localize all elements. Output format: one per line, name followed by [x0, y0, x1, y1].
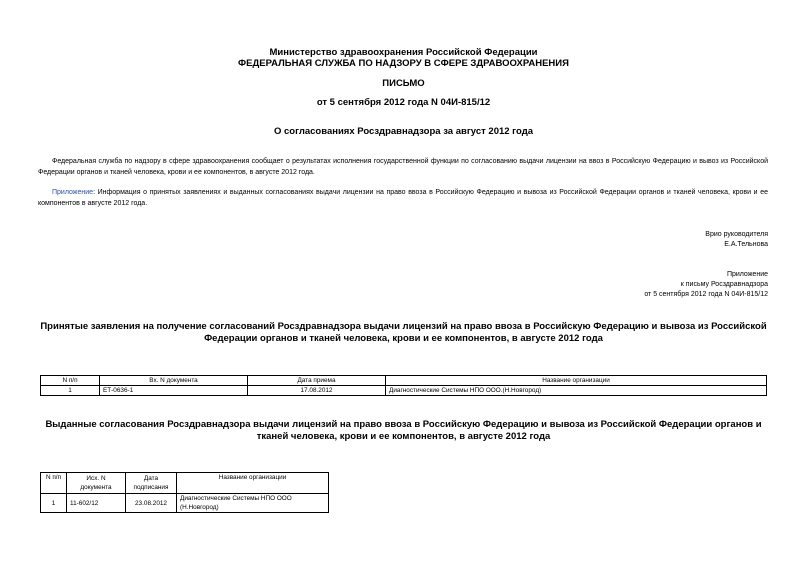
table-header-cell: N п/п [41, 376, 100, 386]
table-cell: 1 [41, 386, 100, 396]
table-cell: Диагностические Системы НПО ООО.(Н.Новгород) [386, 386, 767, 396]
table-header-cell: Дата приема [248, 376, 386, 386]
table-header-cell: Исх. N документа [67, 473, 126, 494]
appendix-ref-line-3: от 5 сентября 2012 года N 04И-815/12 [644, 291, 768, 298]
body-paragraph-1 [38, 156, 768, 178]
signature-position: Врио руководителя [705, 231, 768, 238]
table-cell: 23.08.2012 [126, 494, 177, 513]
table-cell: 1 [41, 494, 67, 513]
table-cell: 17.08.2012 [248, 386, 386, 396]
section-2-title: Выданные согласования Росздравнадзора выдачи лицензий на право ввоза в Российскую Федерацию и вывоза из Российской Федерации органов и тканей человека, крови и ее компонентов, в августе 2012 года [45, 419, 762, 442]
appendix-ref-line-1: Приложение [726, 271, 768, 278]
appendix-link[interactable]: Приложение [52, 189, 94, 196]
doc-date: от 5 сентября 2012 года N 04И-815/12 [316, 97, 491, 108]
service-heading: ФЕДЕРАЛЬНАЯ СЛУЖБА ПО НАДЗОРУ В СФЕРЕ ЗДРАВООХРАНЕНИЯ [238, 58, 569, 69]
table-row [41, 494, 329, 513]
table-header-row [41, 376, 767, 386]
paragraph-2-text: : Информация о принятых заявлениях и выданных согласованиях выдачи лицензии на право ввоза в Российскую Федерацию и вывоза из Российской Федерации органов и тканей человека, крови и ее компонентов в августе 2012 года. [38, 189, 768, 207]
table-header-cell: Название организации [177, 473, 329, 494]
ministry-heading: Министерство здравоохранения Российской Федерации [269, 47, 538, 58]
table-header-row [41, 473, 329, 494]
section-1-table [40, 375, 767, 396]
doc-subject: О согласованиях Росздравнадзора за август 2012 года [273, 126, 534, 137]
body-paragraph-2 [38, 187, 768, 209]
table-header-cell: Название организации [386, 376, 767, 386]
table-header-cell: Дата подписания [126, 473, 177, 494]
appendix-reference [644, 270, 768, 300]
section-1-title: Принятые заявления на получение согласований Росздравнадзора выдачи лицензий на право ввоза в Российскую Федерацию и вывоза из Российской Федерации органов и тканей человека, крови и ее компонентов, в августе 2012 года [40, 321, 767, 344]
table-cell: ЕТ-0636-1 [100, 386, 248, 396]
table-row [41, 386, 767, 396]
appendix-ref-line-2: к письму Росздравнадзора [680, 281, 768, 288]
table-cell: 11-602/12 [67, 494, 126, 513]
signature-name: Е.А.Тельнова [724, 241, 768, 248]
signature-block [705, 230, 768, 250]
paragraph-1-text: Федеральная служба по надзору в сфере здравоохранения сообщает о результатах исполнения государственной функции по согласованию выдачи лицензии на ввоз в Российскую Федерацию и вывоз из Российской Федерации органов и тканей человека, крови и ее компонентов, в августе 2012 года. [38, 158, 768, 176]
table-header-cell: Вх. N документа [100, 376, 248, 386]
doc-type: ПИСЬМО [382, 78, 425, 89]
section-2-table [40, 472, 329, 513]
table-header-cell: N п/п [41, 473, 67, 494]
table-cell: Диагностические Системы НПО ООО (Н.Новгород) [177, 494, 329, 513]
